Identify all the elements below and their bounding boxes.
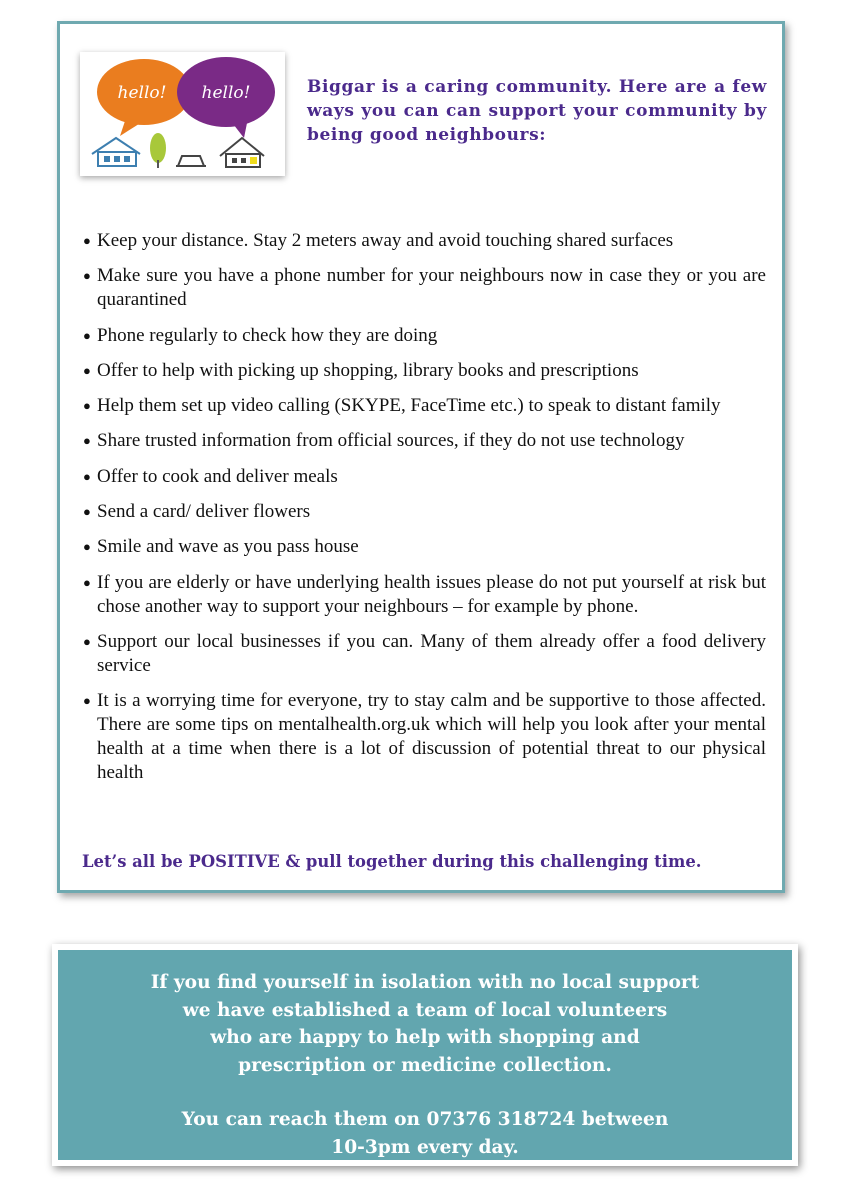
bullet-icon: ● xyxy=(83,574,91,590)
bullet-icon: ● xyxy=(83,398,91,414)
tip-text: If you are elderly or have underlying health issues please do not put yourself at risk but chose another way to support your neighbours – for example by phone. xyxy=(97,571,766,617)
list-item xyxy=(83,429,766,453)
list-item xyxy=(83,535,766,559)
bullet-icon: ● xyxy=(83,693,91,709)
tip-text: Help them set up video calling (SKYPE, FaceTime etc.) to speak to distant family xyxy=(97,395,721,417)
bubble-right-label: hello! xyxy=(201,83,251,103)
bullet-icon: ● xyxy=(83,468,91,484)
list-item xyxy=(83,394,766,418)
tip-text: Keep your distance. Stay 2 meters away and avoid touching shared surfaces xyxy=(97,230,674,251)
list-item xyxy=(83,465,766,489)
tip-text: Phone regularly to check how they are doing xyxy=(97,324,438,346)
banner-line: prescription or medicine collection. xyxy=(238,1054,612,1076)
bullet-icon: ● xyxy=(83,539,91,555)
bullet-icon: ● xyxy=(83,327,91,343)
intro-text: Biggar is a caring community. Here are a few ways you can can support your community by being good neighbours: xyxy=(307,77,767,145)
closing-message: Let’s all be POSITIVE & pull together during this challenging time. xyxy=(82,852,702,871)
house-icon xyxy=(92,138,140,166)
banner-panel xyxy=(58,950,792,1160)
list-item xyxy=(83,571,766,619)
tip-text: Offer to help with picking up shopping, library books and prescriptions xyxy=(97,359,639,381)
house-with-light-icon xyxy=(220,138,264,167)
banner-spacer xyxy=(58,1079,792,1106)
tip-text: Smile and wave as you pass house xyxy=(97,536,359,558)
list-item xyxy=(83,359,766,383)
tip-text: Send a card/ deliver flowers xyxy=(97,501,311,523)
bubble-left-label: hello! xyxy=(117,83,167,103)
bullet-icon: ● xyxy=(83,504,91,520)
tip-text: It is a worrying time for everyone, try to stay calm and be supportive to those affected. There are some tips on mentalhealth.org.uk which will help you look after your mental health at a time when there is a lot of discussion of potential threat to our physical health xyxy=(97,690,766,784)
tip-text: Support our local businesses if you can. Many of them already offer a food delivery service xyxy=(97,630,766,676)
tips-list xyxy=(83,229,766,797)
tip-text: Make sure you have a phone number for your neighbours now in case they or you are quarantined xyxy=(97,265,766,311)
hello-logo xyxy=(80,52,285,176)
list-item xyxy=(83,264,766,312)
bullet-icon: ● xyxy=(83,233,91,248)
bullet-icon: ● xyxy=(83,268,91,284)
bullet-icon: ● xyxy=(83,362,91,378)
list-item xyxy=(83,324,766,348)
list-item xyxy=(83,500,766,524)
banner-line: who are happy to help with shopping and xyxy=(210,1027,640,1048)
list-item xyxy=(83,229,766,253)
bullet-icon: ● xyxy=(83,433,91,449)
bullet-icon: ● xyxy=(83,633,91,649)
banner-line: we have established a team of local volunteers xyxy=(182,999,668,1021)
contact-line: You can reach them on 07376 318724 between xyxy=(181,1109,669,1130)
contact-line: 10-3pm every day. xyxy=(331,1136,519,1158)
volunteer-banner xyxy=(52,944,798,1166)
list-item xyxy=(83,689,766,785)
tip-text: Offer to cook and deliver meals xyxy=(97,465,338,487)
tip-text: Share trusted information from official sources, if they do not use technology xyxy=(97,430,685,452)
banner-line: If you find yourself in isolation with no local support xyxy=(150,972,700,993)
car-icon xyxy=(176,156,206,166)
list-item xyxy=(83,630,766,678)
tree-icon xyxy=(150,133,166,168)
